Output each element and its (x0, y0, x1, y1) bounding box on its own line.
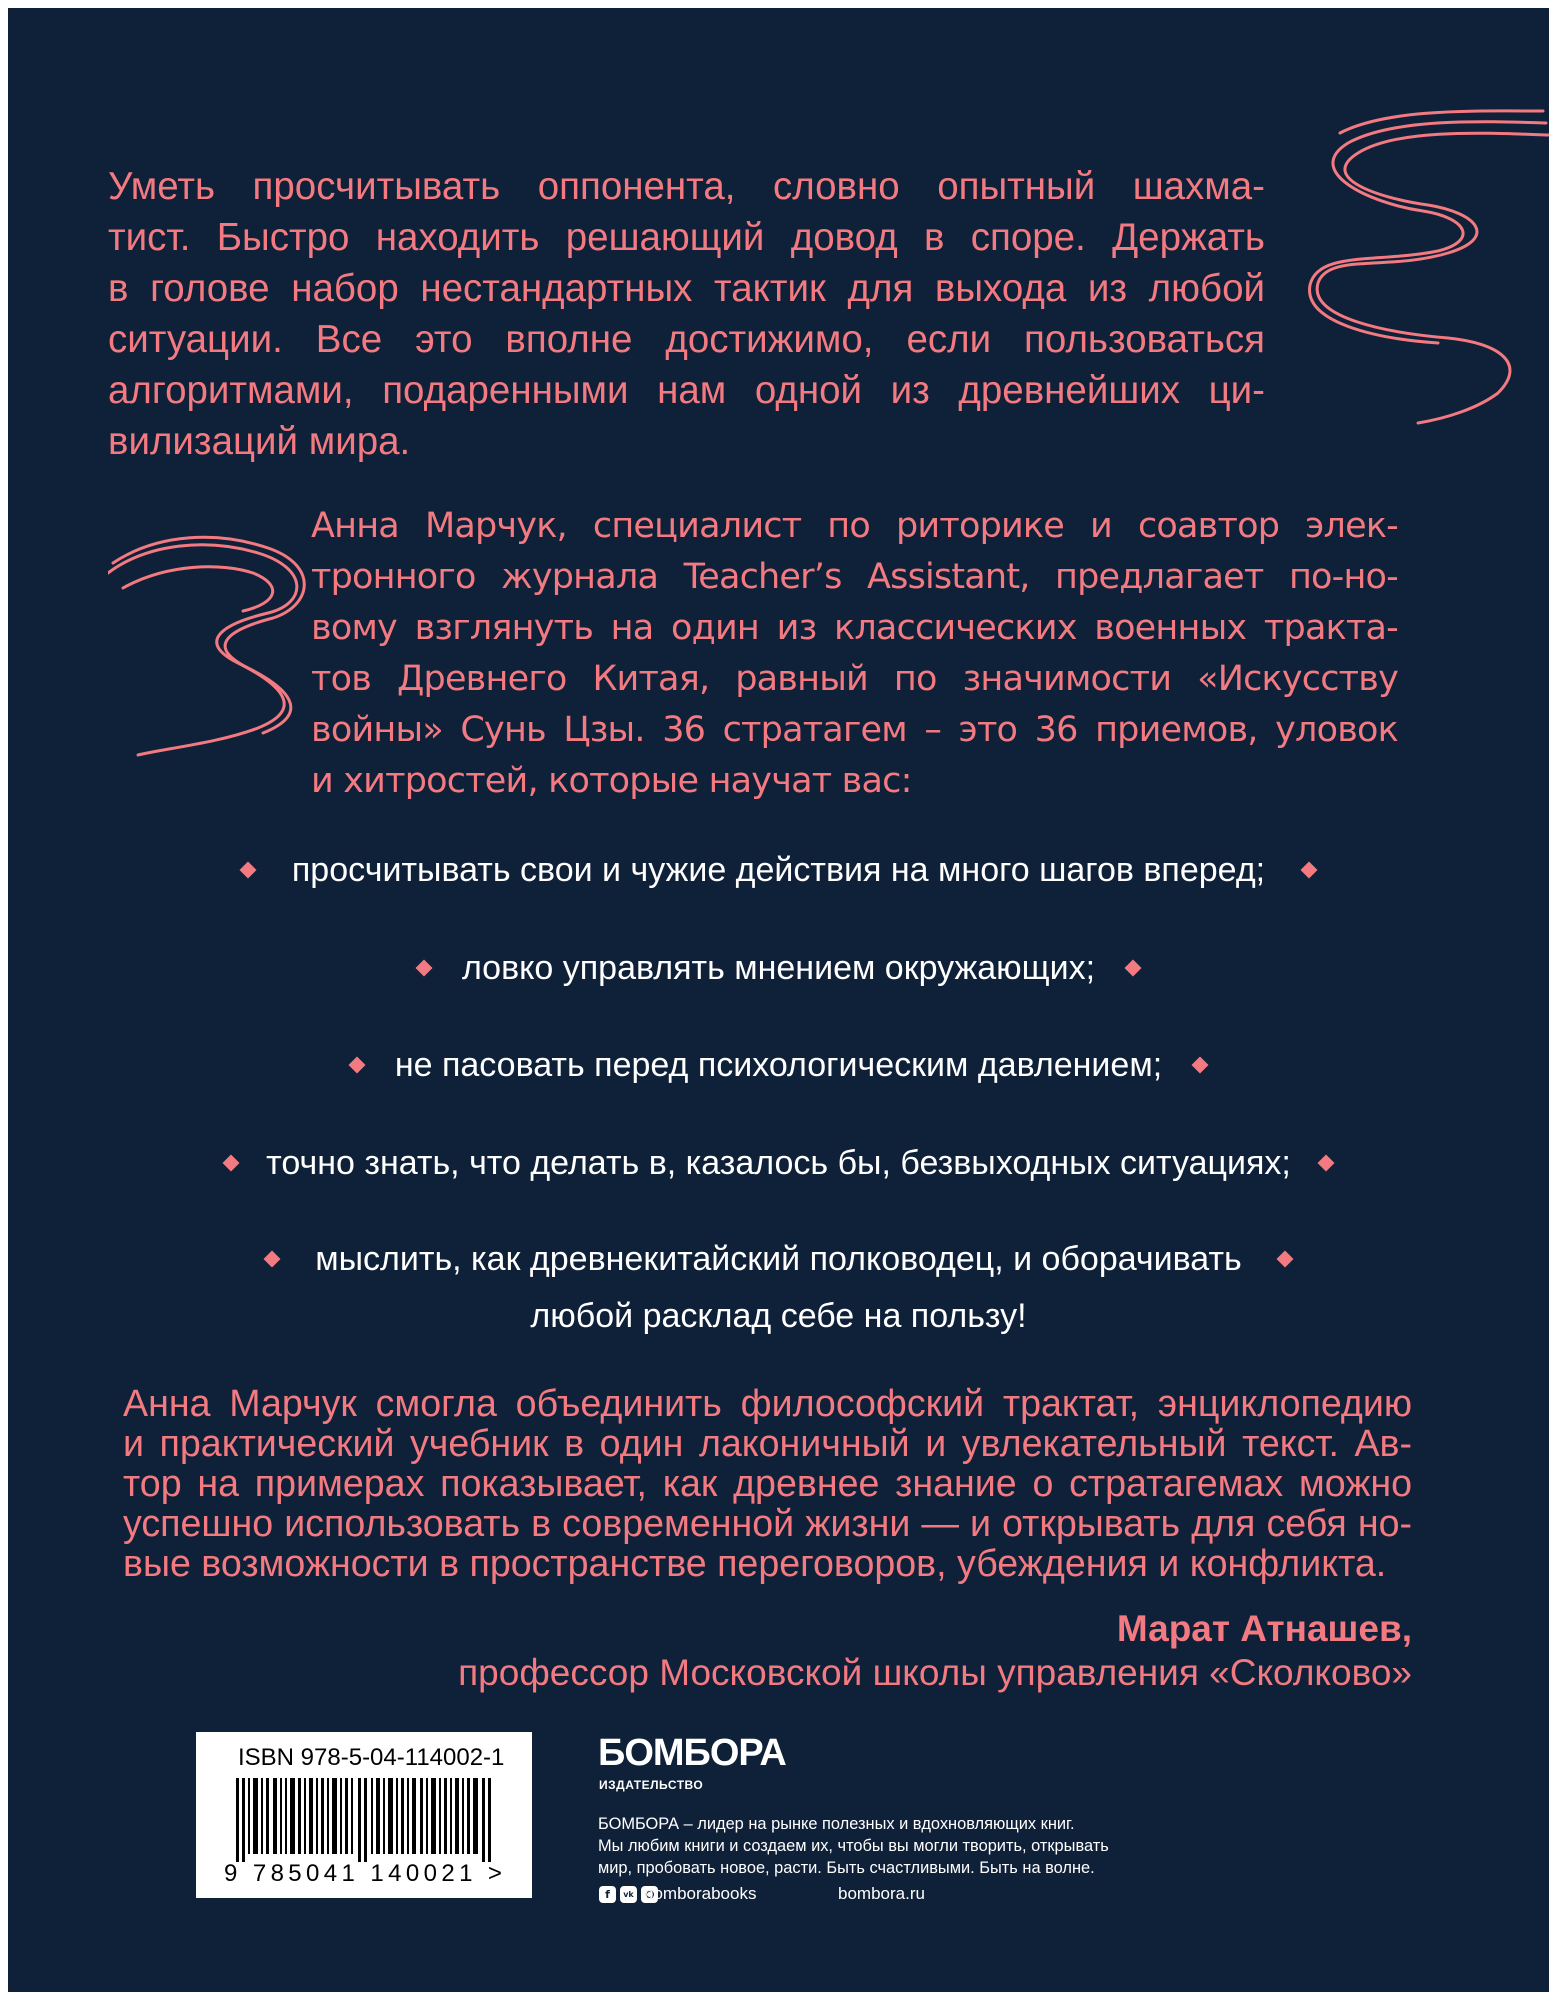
author-line: вому взглянуть на один из классических военных тракта- (311, 608, 1398, 648)
barcode-bars (236, 1778, 498, 1862)
author-line: тов Древнего Китая, равный по значимости «Искусству (311, 659, 1398, 699)
publisher-blurb (598, 1813, 1178, 1879)
diamond-bullet-icon (1277, 1251, 1294, 1268)
benefit-text: просчитывать свои и чужие действия на много шагов вперед; (291, 851, 1266, 889)
benefit-text: ловко управлять мнением окружающих; (461, 949, 1096, 987)
diamond-bullet-icon (263, 1251, 280, 1268)
benefit-text: мыслить, как древнекитайский полководец, и оборачивать (315, 1240, 1242, 1278)
diamond-bullet-icon (416, 960, 433, 977)
intro-line: в голове набор нестандартных тактик для выхода из любой (108, 267, 1265, 310)
benefit-text: любой расклад себе на пользу! (530, 1297, 1027, 1335)
publisher-website[interactable]: bombora.ru (838, 1884, 925, 1903)
intro-line: алгоритмами, подаренными нам одной из древнейших ци- (108, 369, 1265, 412)
vk-icon[interactable]: vk (620, 1886, 637, 1903)
author-line: войны» Сунь Цзы. 36 стратагем – это 36 приемов, уловок (311, 710, 1398, 750)
benefit-item (8, 1239, 1549, 1279)
intro-line: вилизаций мира. (108, 420, 411, 463)
review-line: Анна Марчук смогла объединить философский трактат, энциклопедию (123, 1382, 1412, 1424)
author-line: Анна Марчук, специалист по риторике и соавтор элек- (311, 506, 1398, 546)
diamond-bullet-icon (1191, 1057, 1208, 1074)
author-line: и хитростей, которые научат вас: (311, 761, 912, 801)
benefit-item-continuation (8, 1296, 1549, 1336)
review-line: и практический учебник в один лаконичный и увлекательный текст. Ав- (123, 1422, 1412, 1464)
intro-paragraph (108, 161, 1265, 467)
benefit-item (8, 948, 1549, 988)
review-line: вые возможности в пространстве переговоров, убеждения и конфликта. (123, 1542, 1387, 1584)
diamond-bullet-icon (240, 862, 257, 879)
review-line: тор на примерах показывает, как древнее знание о стратагемах можно (123, 1462, 1412, 1504)
author-line: тронного журнала Teacher’s Assistant, предлагает по-но- (311, 557, 1398, 597)
benefit-text: не пасовать перед психологическим давлением; (394, 1046, 1163, 1084)
author-paragraph (311, 501, 1398, 807)
reviewer-role: профессор Московской школы управления «Сколково» (458, 1652, 1412, 1693)
reviewer-name: Марат Атнашев, (1116, 1608, 1412, 1649)
isbn-label: ISBN 978-5-04-114002-1 (238, 1744, 505, 1771)
blurb-line: Мы любим книги и создаем их, чтобы вы могли творить, открывать (598, 1837, 1109, 1855)
publisher-logo: БОМБОРА (598, 1732, 786, 1774)
intro-line: Уметь просчитывать оппонента, словно опытный шахма- (108, 165, 1265, 208)
review-paragraph (123, 1383, 1412, 1583)
book-back-cover (8, 8, 1549, 1992)
social-handle[interactable]: bomborabooks (644, 1884, 757, 1903)
benefit-item (8, 850, 1549, 890)
benefit-item (8, 1045, 1549, 1085)
diamond-bullet-icon (349, 1057, 366, 1074)
facebook-icon[interactable]: f (599, 1886, 616, 1903)
benefit-item (8, 1143, 1549, 1183)
swirl-decoration-left (108, 533, 338, 763)
blurb-line: мир, пробовать новое, расти. Быть счастливыми. Быть на волне. (598, 1859, 1095, 1877)
benefit-text: точно знать, что делать в, казалось бы, безвыходных ситуациях; (266, 1144, 1291, 1182)
diamond-bullet-icon (1300, 862, 1317, 879)
swirl-decoration-right (1298, 103, 1549, 433)
review-line: успешно использовать в современной жизни — и открывать для себя но- (123, 1502, 1412, 1544)
diamond-bullet-icon (1124, 960, 1141, 977)
intro-line: тист. Быстро находить решающий довод в споре. Держать (108, 216, 1265, 259)
publisher-logo-subtitle: ИЗДАТЕЛЬСТВО (599, 1778, 704, 1792)
diamond-bullet-icon (1318, 1155, 1335, 1172)
ean-digits: 9 785041 140021 > (224, 1860, 507, 1887)
blurb-line: БОМБОРА – лидер на рынке полезных и вдохновляющих книг. (598, 1815, 1075, 1833)
intro-line: ситуации. Все это вполне достижимо, если пользоваться (108, 318, 1265, 361)
diamond-bullet-icon (222, 1155, 239, 1172)
isbn-barcode (196, 1732, 532, 1898)
